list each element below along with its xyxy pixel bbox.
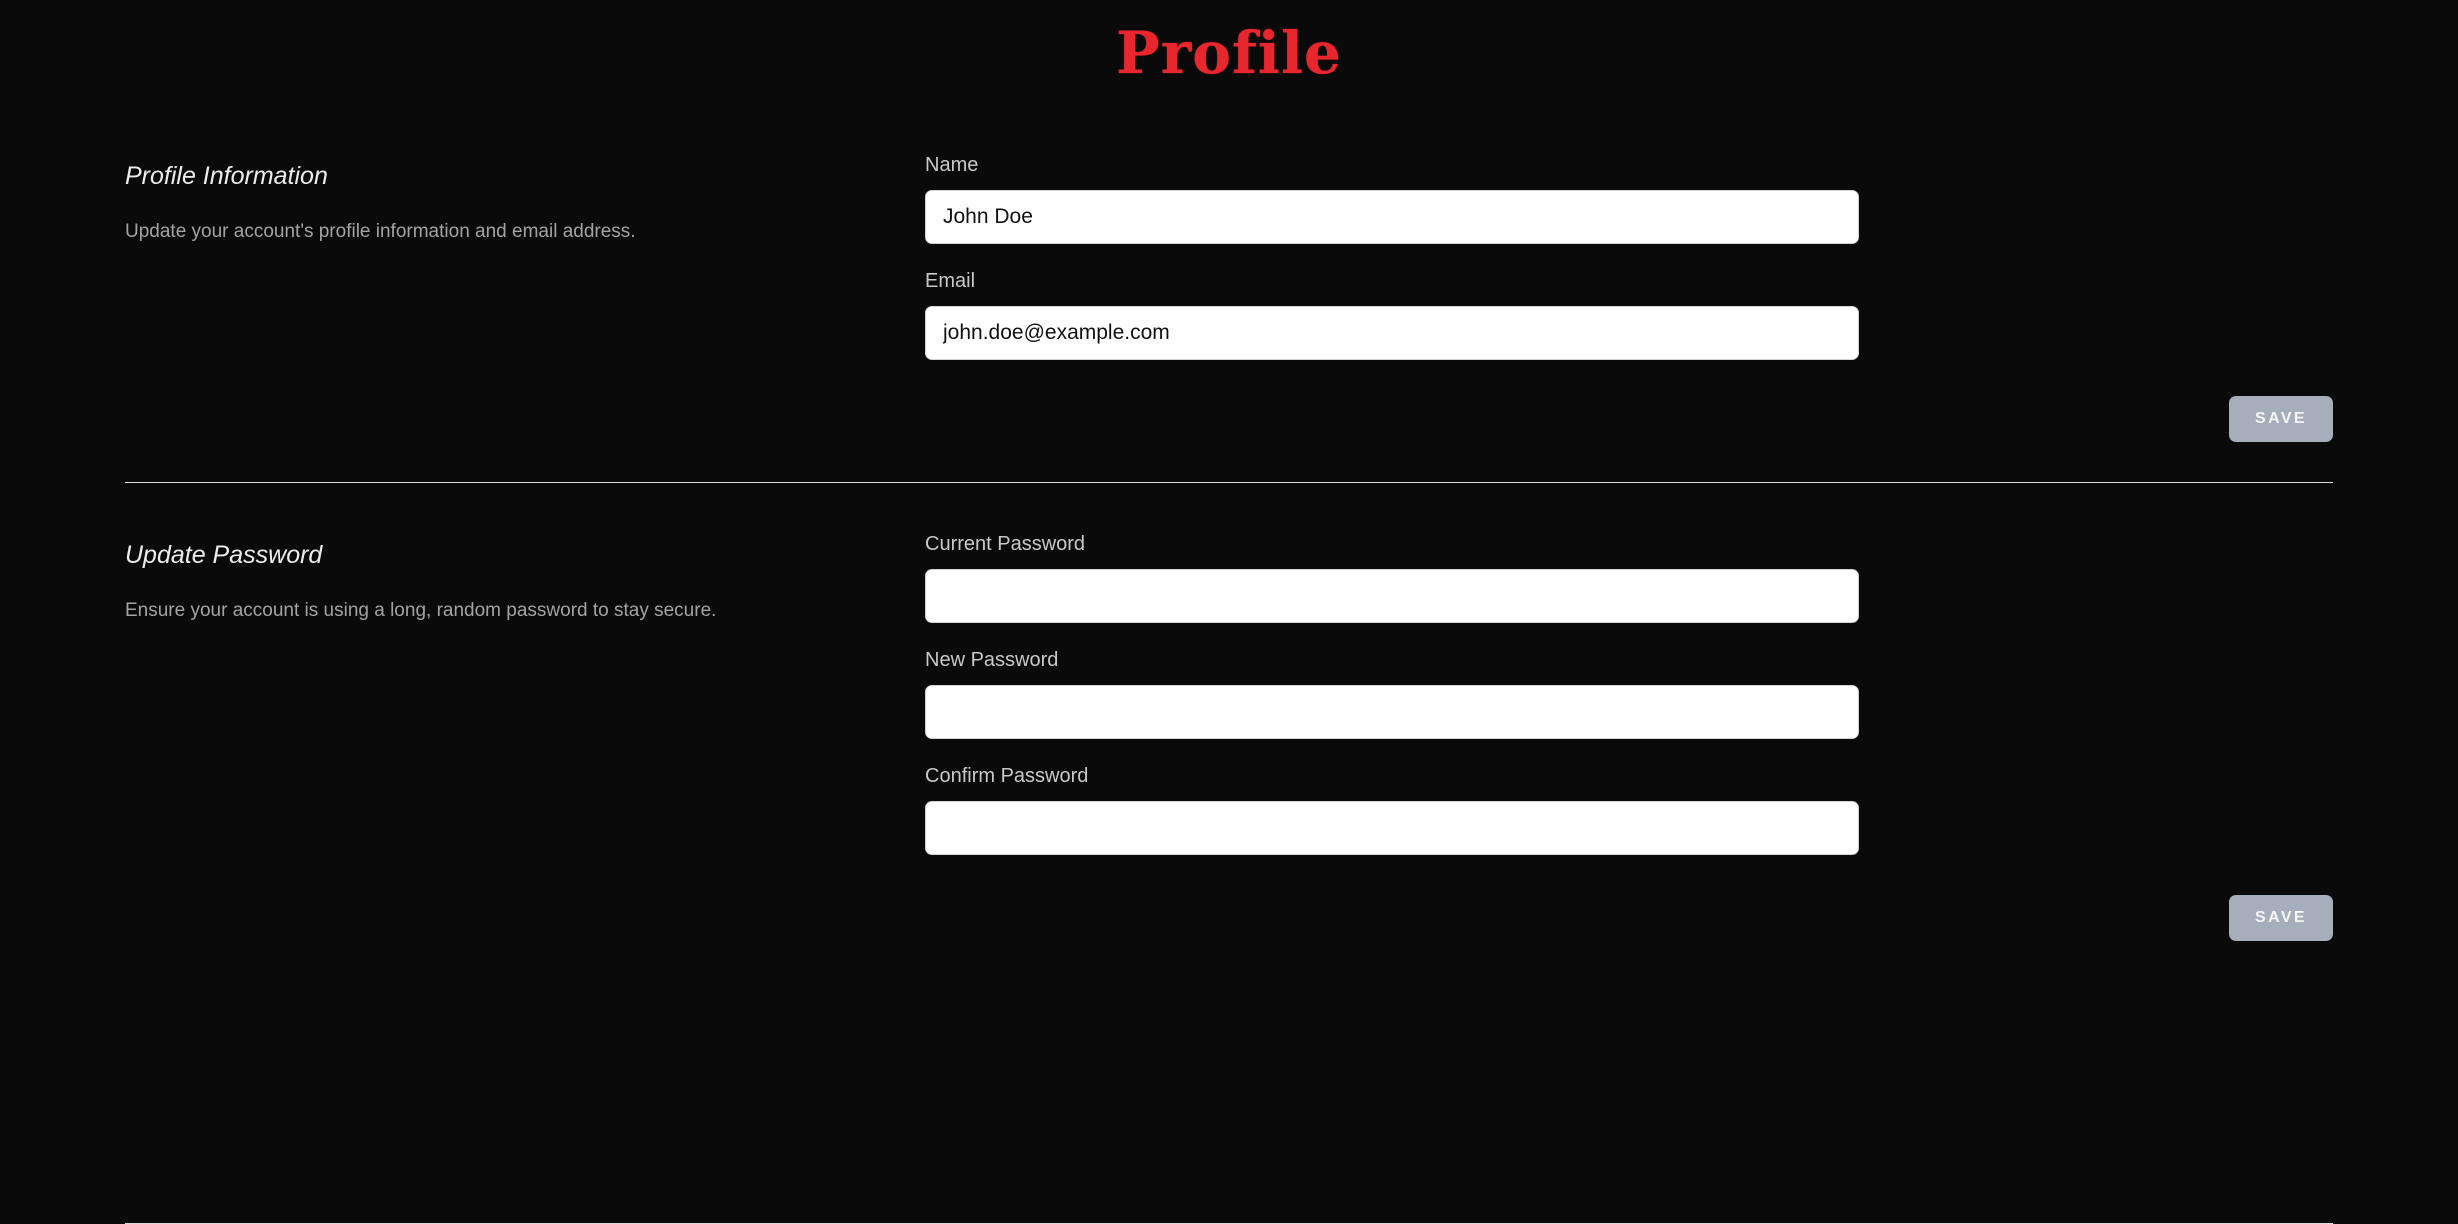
profile-information-form: [925, 154, 1859, 386]
new-password-input[interactable]: [925, 685, 1859, 739]
section-divider: [125, 482, 2333, 483]
update-password-heading: Update Password: [125, 540, 323, 569]
profile-information-description-column: [125, 154, 925, 246]
current-password-input[interactable]: [925, 569, 1859, 623]
update-password-section: [0, 533, 2458, 881]
email-field-label: Email: [925, 269, 976, 292]
name-field-label: Name: [925, 153, 979, 176]
new-password-label: New Password: [925, 648, 1059, 671]
confirm-password-input[interactable]: [925, 801, 1859, 855]
name-field-group: [925, 154, 1859, 244]
email-input[interactable]: [925, 306, 1859, 360]
password-save-button[interactable]: SAVE: [2229, 895, 2333, 941]
profile-actions: [125, 396, 2333, 442]
profile-information-section: [0, 154, 2458, 386]
update-password-subtext: Ensure your account is using a long, random password to stay secure.: [125, 599, 717, 621]
confirm-password-field-group: [925, 765, 1859, 855]
profile-actions-wrap: [0, 396, 2458, 442]
email-field-group: [925, 270, 1859, 360]
current-password-label: Current Password: [925, 532, 1086, 555]
password-actions: [125, 895, 2333, 941]
confirm-password-label: Confirm Password: [925, 764, 1089, 787]
profile-information-subtext: Update your account's profile information and email address.: [125, 220, 636, 242]
new-password-field-group: [925, 649, 1859, 739]
password-actions-wrap: [0, 895, 2458, 941]
profile-save-button[interactable]: SAVE: [2229, 396, 2333, 442]
update-password-description-column: [125, 533, 925, 625]
current-password-field-group: [925, 533, 1859, 623]
page-title: Profile: [1116, 19, 1342, 87]
name-input[interactable]: [925, 190, 1859, 244]
update-password-form: [925, 533, 1859, 881]
profile-information-heading: Profile Information: [125, 161, 328, 190]
